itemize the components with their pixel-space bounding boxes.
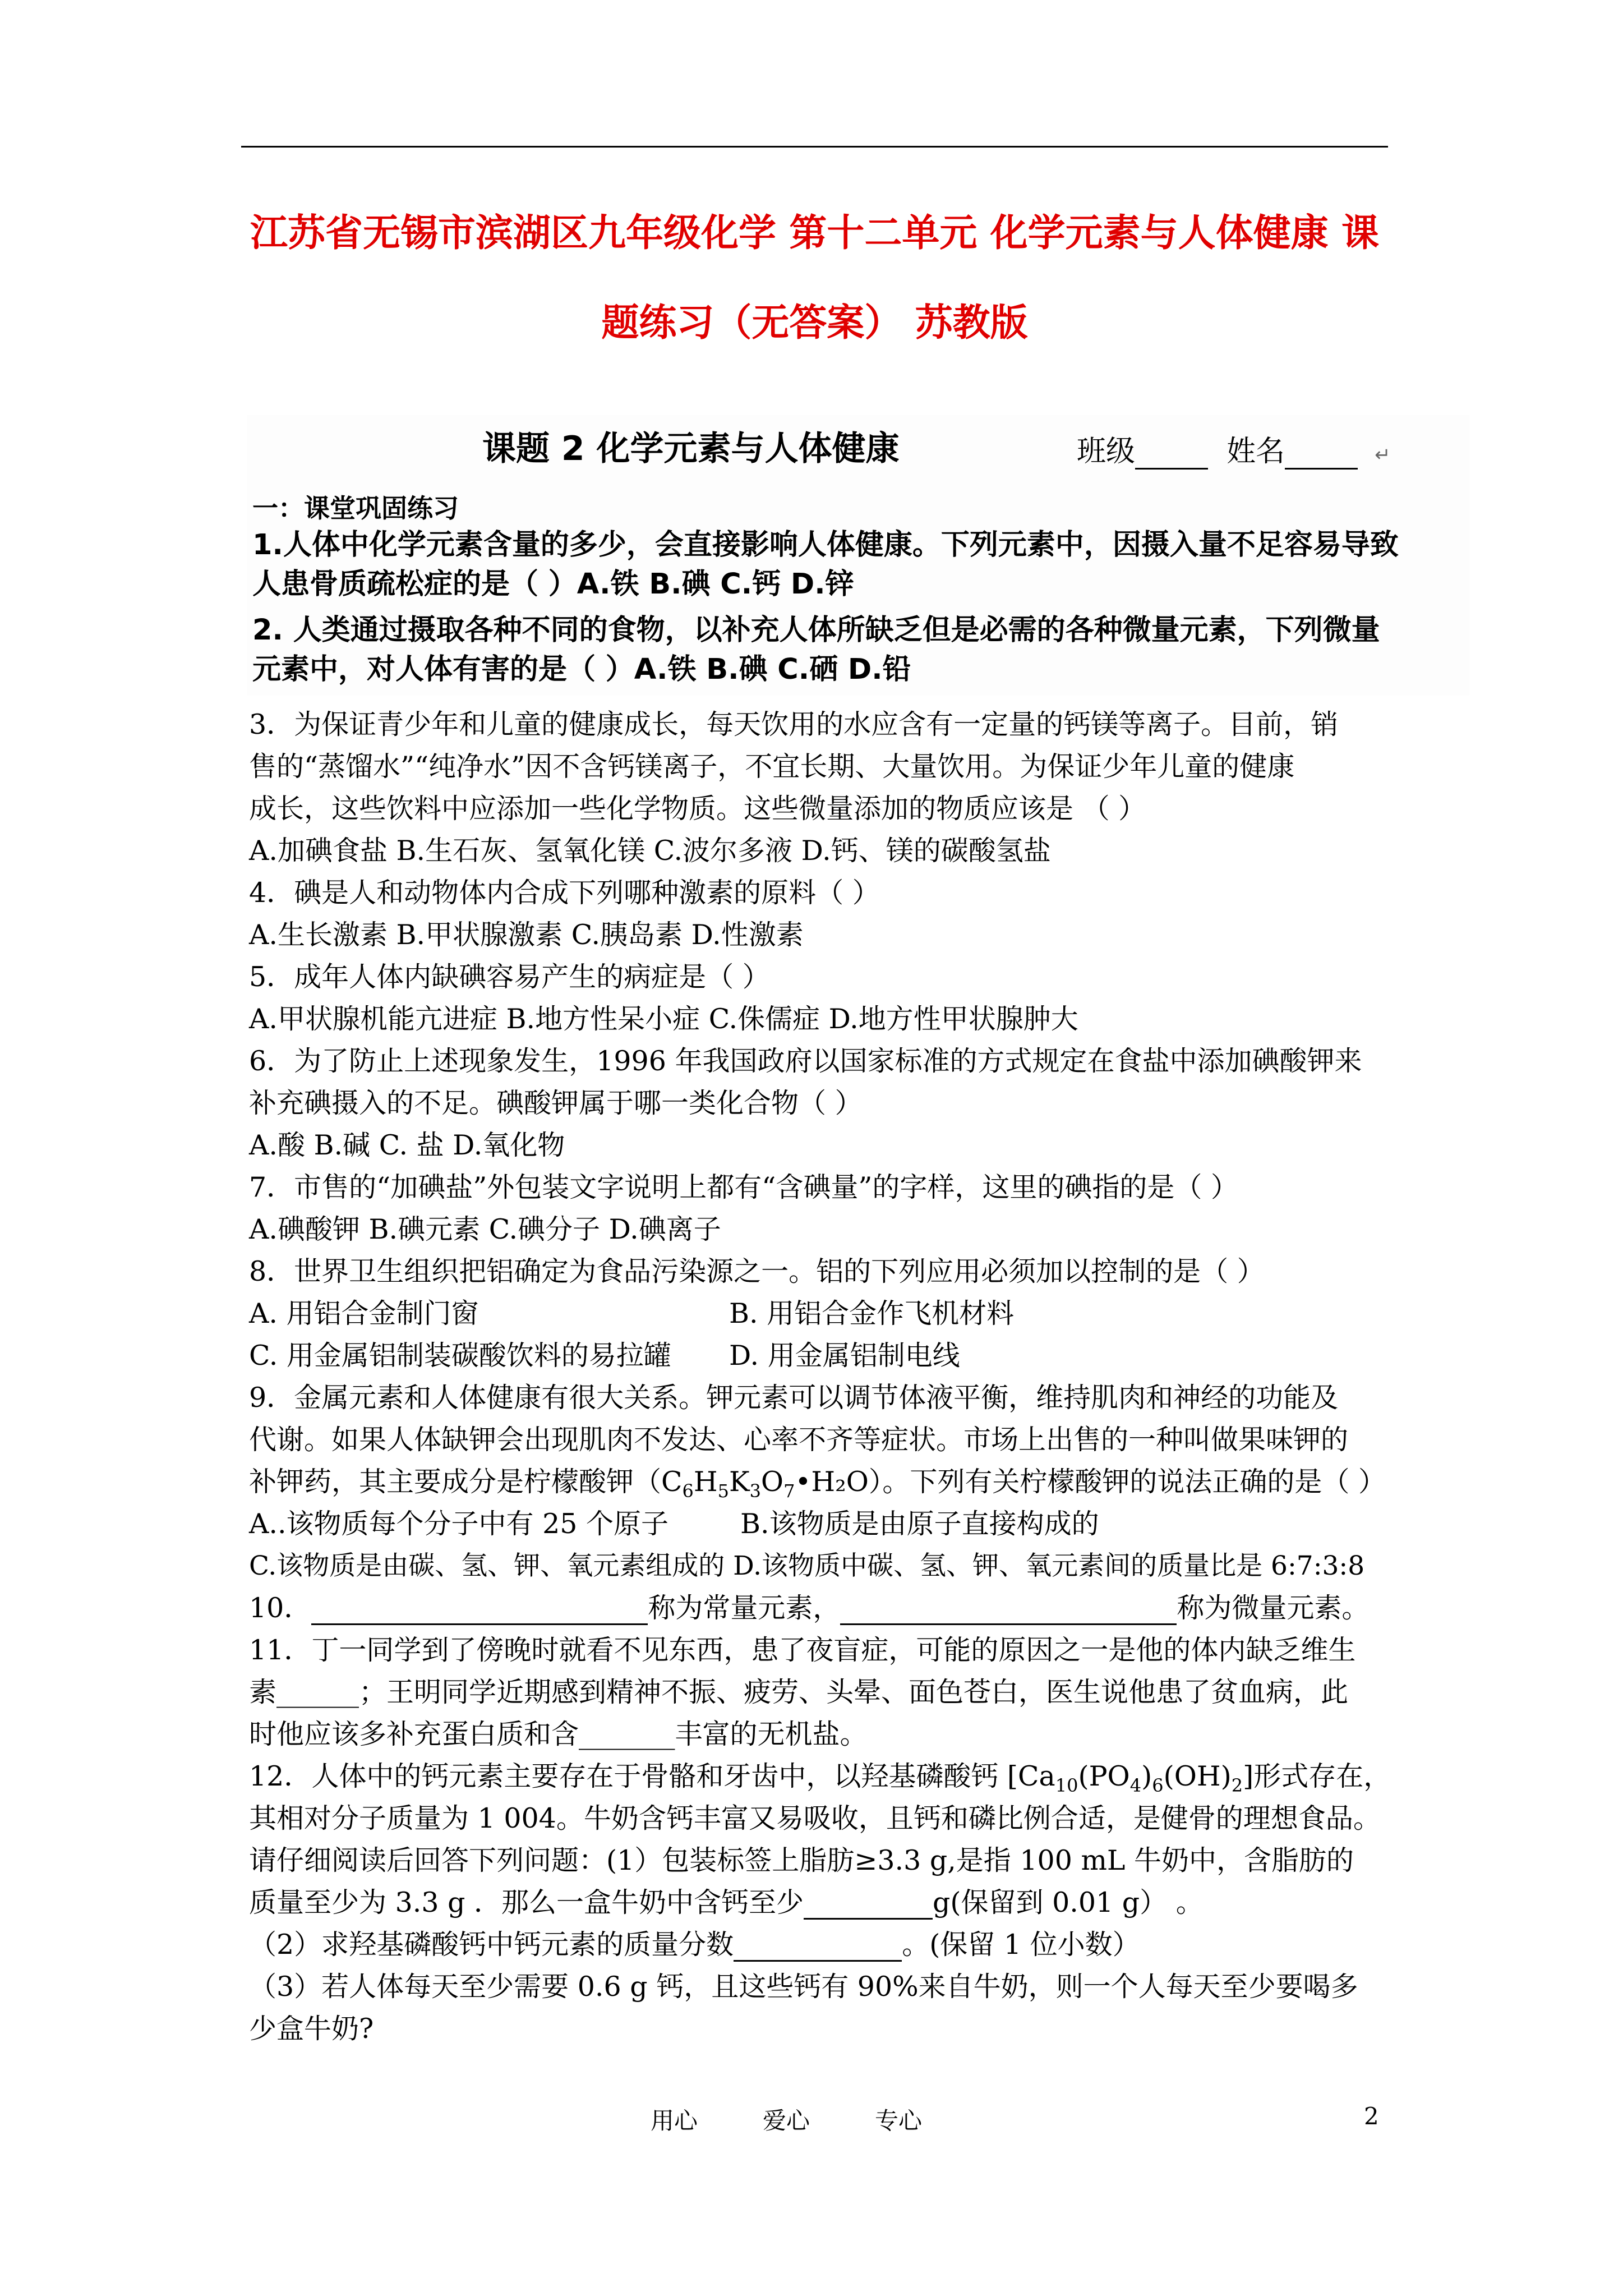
q12-part2-note: 。(保留 1 位小数） — [902, 1929, 1140, 1961]
question-8-option-c: C. 用金属铝制装碳酸饮料的易拉罐 — [249, 1340, 671, 1372]
question-9-line2: 代谢。如果人体缺钾会出现肌肉不发达、心率不齐等症状。市场上出售的一种叫做果味钾的 — [249, 1424, 1349, 1456]
question-9-options-cd: C.该物质是由碳、氢、钾、氧元素组成的 D.该物质中碳、氢、钾、氧元素间的质量比是 6:7:3:8 — [249, 1550, 1365, 1581]
question-12-line7: 少盒牛奶? — [249, 2013, 374, 2045]
q10-text-mid: 称为常量元素， — [648, 1592, 841, 1624]
lesson-heading: 课题 2 化学元素与人体健康 — [482, 429, 900, 468]
class-name-field — [1077, 427, 1391, 470]
q12-subscript: 4 — [1129, 1774, 1142, 1796]
question-2-line2: 元素中，对人体有害的是（ ）A.铁 B.碘 C.硒 D.铅 — [252, 653, 911, 686]
q9-element: K — [728, 1466, 750, 1498]
footer-word-1: 用心 — [651, 2107, 698, 2134]
q9-text-post: •H₂O）。下列有关柠檬酸钾的说法正确的是（ ） — [795, 1466, 1386, 1498]
question-9-option-a: A..该物质每个分子中有 25 个原子 — [249, 1508, 669, 1540]
page-number: 2 — [1364, 2102, 1379, 2130]
question-1-line2: 人患骨质疏松症的是（ ）A.铁 B.碘 C.钙 D.锌 — [252, 568, 854, 601]
q9-text-pre: 补钾药，其主要成分是柠檬酸钾（C — [249, 1466, 683, 1498]
q12-part1-blank[interactable] — [804, 1891, 933, 1920]
question-8: 8．世界卫生组织把铝确定为食品污染源之一。铝的下列应用必须加以控制的是（ ） — [249, 1255, 1265, 1287]
question-8-option-b: B. 用铝合金作飞机材料 — [729, 1297, 1015, 1329]
footer-word-2: 爱心 — [763, 2107, 810, 2134]
question-6-options: A.酸 B.碱 C. 盐 D.氧化物 — [249, 1129, 565, 1161]
question-2-line1: 2. 人类通过摄取各种不同的食物，以补充人体所缺乏但是必需的各种微量元素，下列微量 — [252, 614, 1380, 647]
q10-blank-2[interactable] — [840, 1596, 1177, 1625]
question-3-line3: 成长，这些饮料中应添加一些化学物质。这些微量添加的物质应该是 （ ） — [249, 793, 1146, 825]
q9-subscript: 5 — [717, 1480, 729, 1502]
header-rule — [241, 146, 1388, 148]
q12-text-post: ]形式存在， — [1243, 1760, 1391, 1792]
question-12-line2: 其相对分子质量为 1 004。牛奶含钙丰富又易吸收，且钙和磷比例合适，是健骨的理想食品。 — [249, 1802, 1381, 1834]
question-4: 4．碘是人和动物体内合成下列哪种激素的原料（ ） — [249, 877, 880, 909]
question-10 — [249, 1591, 1369, 1625]
question-7: 7．市售的“加碘盐”外包装文字说明上都有“含碘量”的字样，这里的碘指的是（ ） — [249, 1171, 1238, 1203]
section-heading: 一：课堂巩固练习 — [252, 493, 459, 523]
question-12-line1 — [249, 1760, 1391, 1796]
question-12-line5 — [249, 1928, 1140, 1962]
question-8-option-a: A. 用铝合金制门窗 — [249, 1297, 479, 1329]
q12-subscript: 6 — [1152, 1774, 1164, 1796]
name-label: 姓名 — [1227, 435, 1285, 468]
question-9-option-b: B.该物质是由原子直接构成的 — [740, 1508, 1099, 1540]
question-3-line2: 售的“蒸馏水”“纯净水”因不含钙镁离子，不宜长期、大量饮用。为保证少年儿童的健康 — [249, 751, 1295, 783]
q12-formula-part: (OH) — [1163, 1760, 1232, 1792]
q10-blank-1[interactable] — [311, 1596, 648, 1625]
document-title-line1: 江苏省无锡市滨湖区九年级化学 第十二单元 化学元素与人体健康 课 — [250, 211, 1379, 255]
q12-text-pre: 12．人体中的钙元素主要存在于骨骼和牙齿中，以羟基磷酸钙 [Ca — [249, 1760, 1055, 1792]
question-9-line3 — [249, 1465, 1386, 1502]
q12-formula-part: (PO — [1078, 1760, 1130, 1792]
question-8-option-d: D. 用金属铝制电线 — [729, 1340, 960, 1372]
return-mark-icon: ↵ — [1375, 444, 1391, 466]
q12-subscript: 10 — [1055, 1774, 1078, 1796]
q12-subscript: 2 — [1231, 1774, 1243, 1796]
question-7-options: A.碘酸钾 B.碘元素 C.碘分子 D.碘离子 — [249, 1213, 721, 1245]
question-11-line3: 时他应该多补充蛋白质和含_______丰富的无机盐。 — [249, 1718, 868, 1750]
q9-subscript: 7 — [783, 1480, 795, 1502]
scanned-exercise-block — [247, 415, 1469, 696]
q12-part1-text: 质量至少为 3.3 g ．那么一盒牛奶中含钙至少 — [249, 1887, 804, 1918]
q9-element: O — [760, 1466, 784, 1498]
class-blank[interactable] — [1135, 445, 1208, 470]
q12-formula-part: ) — [1141, 1760, 1152, 1792]
q12-part2-blank[interactable] — [734, 1933, 902, 1962]
q9-element: H — [693, 1466, 718, 1498]
question-11-line2: 素______；王明同学近期感到精神不振、疲劳、头晕、面色苍白，医生说他患了贫血病，此 — [249, 1676, 1349, 1708]
q12-part2-text: （2）求羟基磷酸钙中钙元素的质量分数 — [249, 1929, 734, 1961]
question-12-line3: 请仔细阅读后回答下列问题：(1）包装标签上脂肪≥3.3 g,是指 100 mL 牛奶中，含脂肪的 — [249, 1844, 1354, 1876]
question-5: 5．成年人体内缺碘容易产生的病症是（ ） — [249, 961, 770, 993]
question-6-line1: 6．为了防止上述现象发生，1996 年我国政府以国家标准的方式规定在食盐中添加碘酸钾来 — [249, 1045, 1362, 1077]
question-1-line1: 1.人体中化学元素含量的多少，会直接影响人体健康。下列元素中，因摄入量不足容易导致 — [252, 528, 1399, 562]
question-3-line1: 3．为保证青少年和儿童的健康成长，每天饮用的水应含有一定量的钙镁等离子。目前，销 — [249, 708, 1339, 740]
q12-part1-unit: g(保留到 0.01 g） 。 — [933, 1887, 1204, 1918]
q10-number: 10． — [249, 1592, 312, 1624]
question-5-options: A.甲状腺机能亢进症 B.地方性呆小症 C.侏儒症 D.地方性甲状腺肿大 — [249, 1003, 1078, 1035]
question-12-line4 — [249, 1886, 1204, 1920]
q10-text-post: 称为微量元素。 — [1177, 1592, 1370, 1624]
footer-word-3: 专心 — [875, 2107, 923, 2134]
q9-subscript: 6 — [682, 1480, 694, 1502]
question-6-line2: 补充碘摄入的不足。碘酸钾属于哪一类化合物（ ） — [249, 1087, 863, 1119]
class-label: 班级 — [1077, 435, 1136, 468]
name-blank[interactable] — [1285, 445, 1358, 470]
question-4-options: A.生长激素 B.甲状腺激素 C.胰岛素 D.性激素 — [249, 919, 804, 951]
question-9-line1: 9．金属元素和人体健康有很大关系。钾元素可以调节体液平衡，维持肌肉和神经的功能及 — [249, 1382, 1339, 1414]
question-11-line1: 11．丁一同学到了傍晚时就看不见东西，患了夜盲症，可能的原因之一是他的体内缺乏维生 — [249, 1634, 1356, 1666]
q9-subscript: 3 — [749, 1480, 761, 1502]
document-title-line2: 题练习（无答案） 苏教版 — [601, 301, 1028, 344]
question-3-options: A.加碘食盐 B.生石灰、氢氧化镁 C.波尔多液 D.钙、镁的碳酸氢盐 — [249, 835, 1051, 867]
question-12-line6: （3）若人体每天至少需要 0.6 g 钙，且这些钙有 90%来自牛奶，则一个人每天至少要喝多 — [249, 1971, 1358, 2003]
